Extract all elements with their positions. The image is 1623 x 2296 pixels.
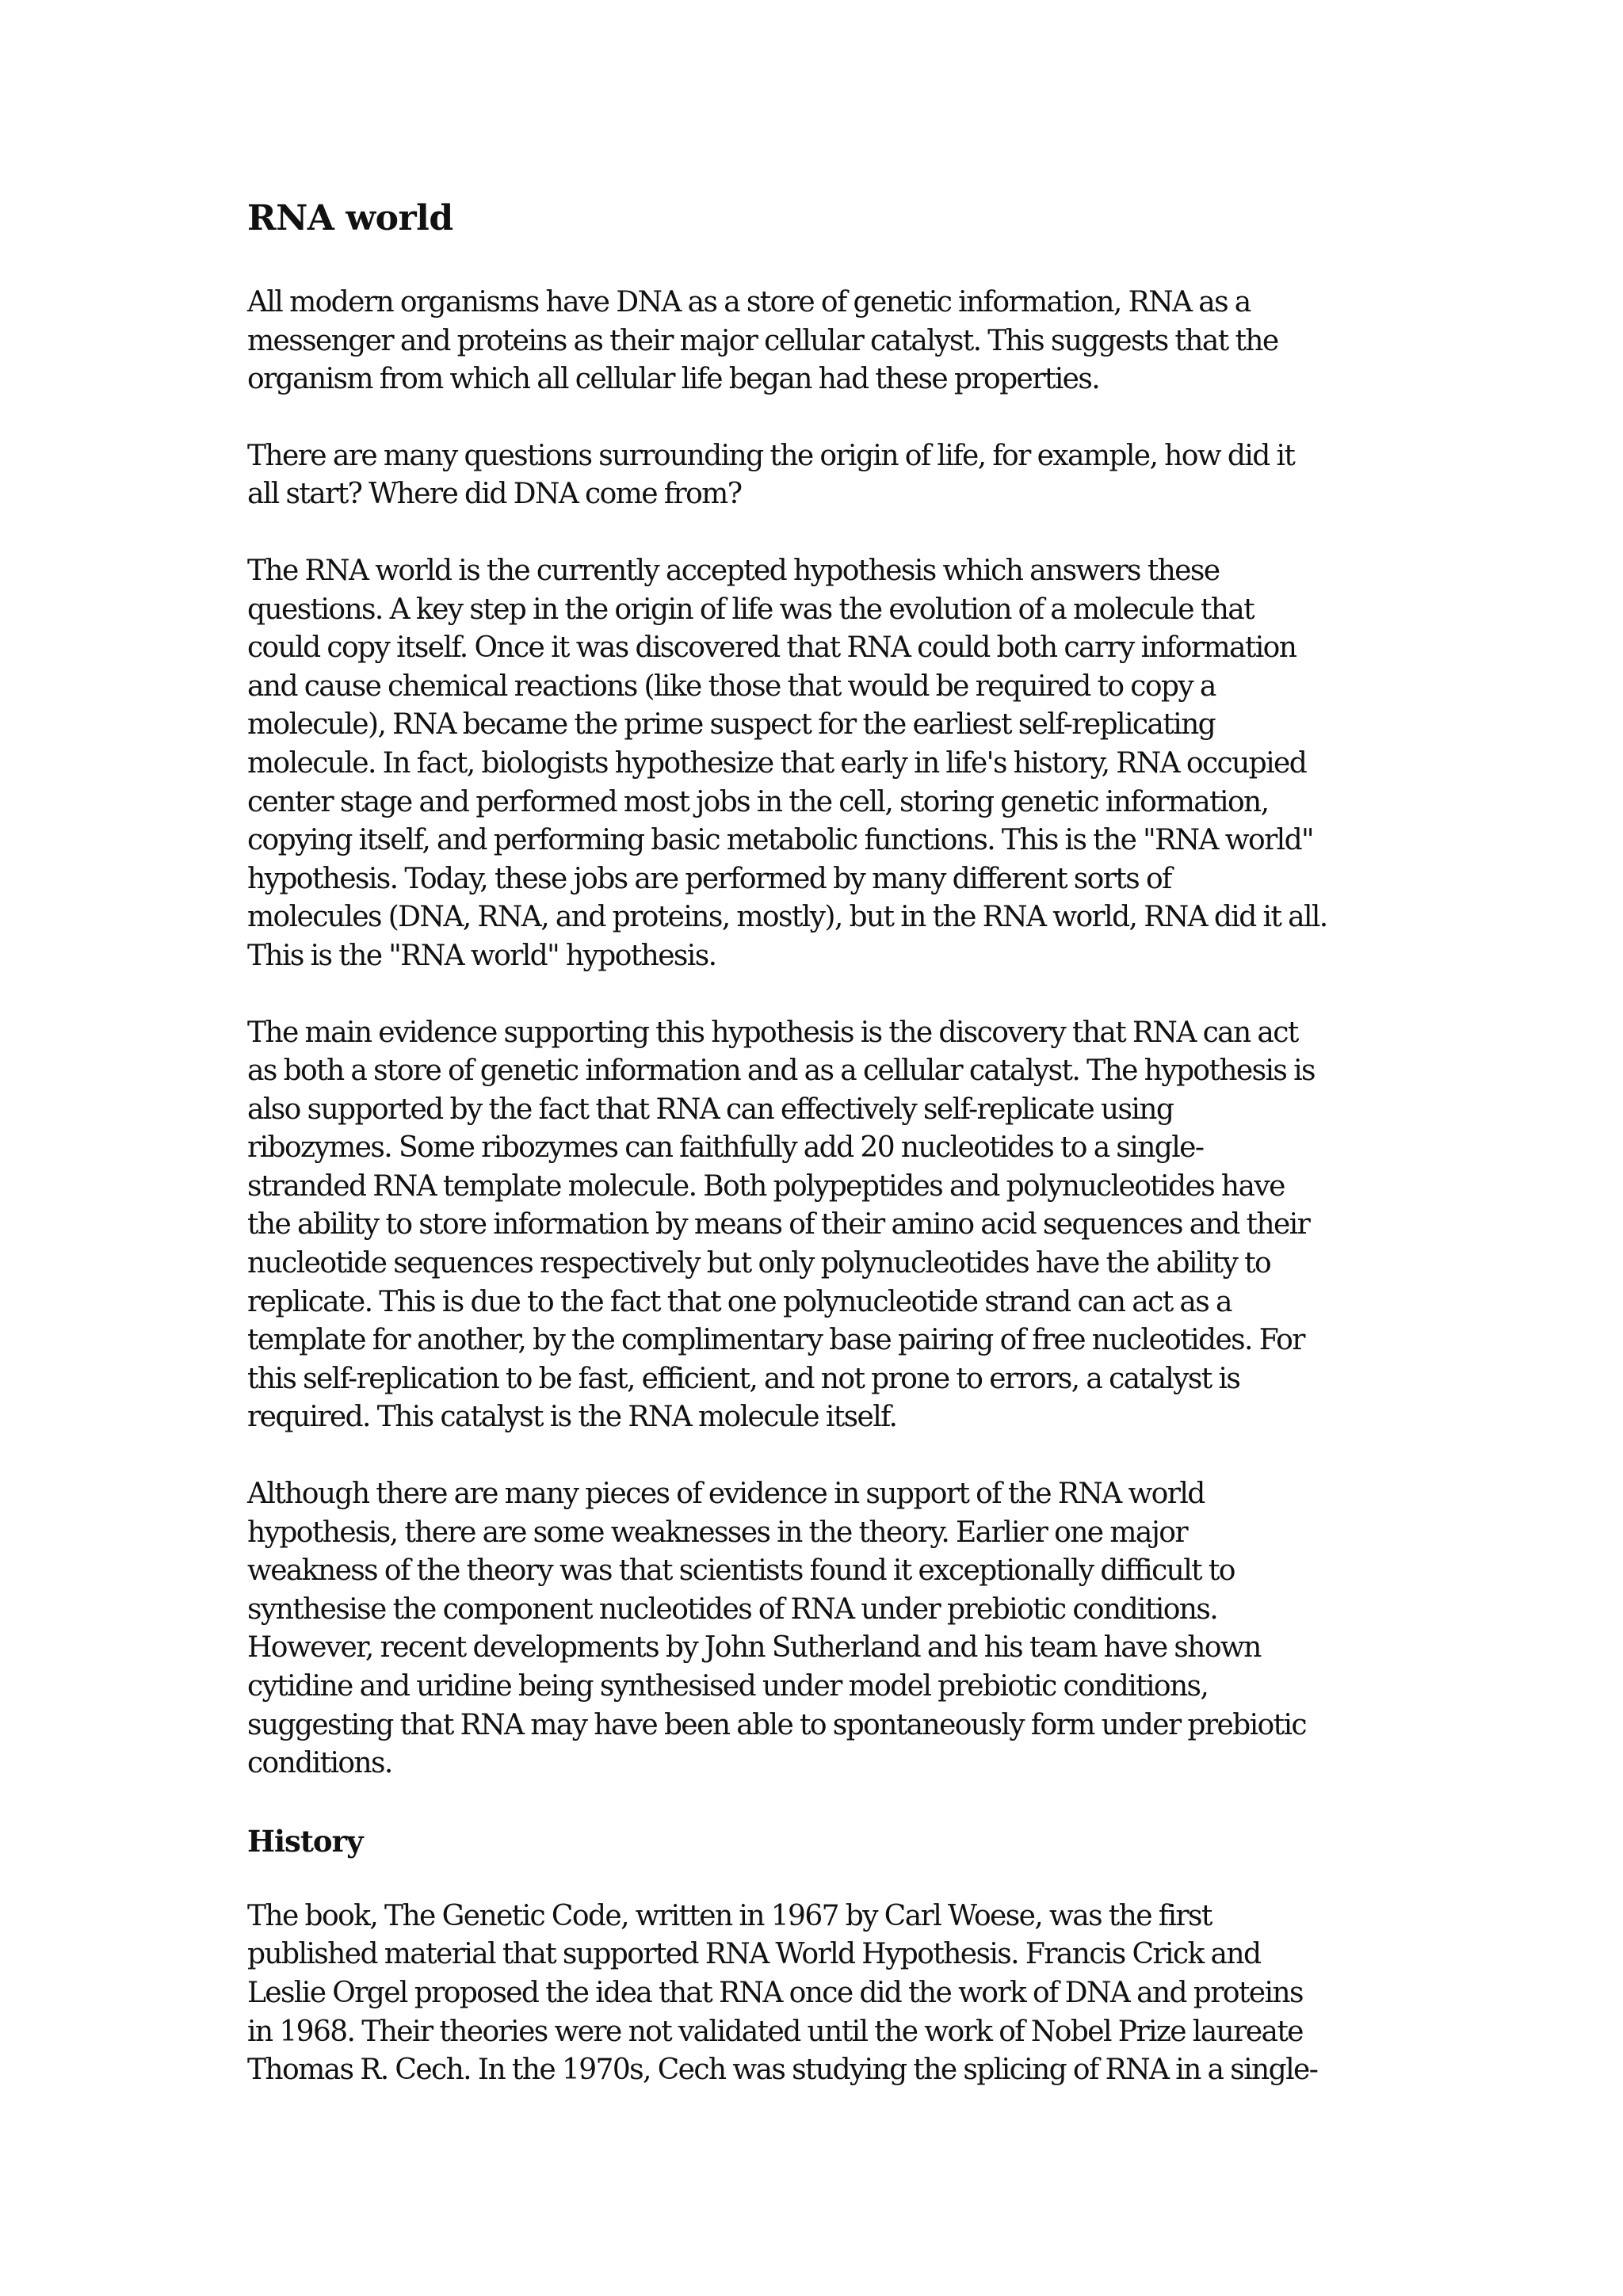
text-line: center stage and performed most jobs in the cell, storing genetic information, bbox=[247, 785, 1269, 818]
text-line: The RNA world is the currently accepted hypothesis which answers these bbox=[247, 554, 1220, 587]
text-line: stranded RNA template molecule. Both polypeptides and polynucleotides have bbox=[247, 1169, 1285, 1203]
text-line: hypothesis, there are some weaknesses in the theory. Earlier one major bbox=[247, 1516, 1187, 1549]
text-line: also supported by the fact that RNA can effectively self-replicate using bbox=[247, 1093, 1174, 1126]
document-title: RNA world bbox=[247, 198, 453, 238]
text-line: There are many questions surrounding the origin of life, for example, how did it bbox=[247, 439, 1295, 472]
text-line: suggesting that RNA may have been able to spontaneously form under prebiotic bbox=[247, 1708, 1306, 1741]
paragraph-history bbox=[247, 1897, 1388, 2090]
paragraph-questions bbox=[247, 437, 1388, 514]
paragraph-weaknesses bbox=[247, 1475, 1388, 1783]
text-line: Thomas R. Cech. In the 1970s, Cech was studying the splicing of RNA in a single- bbox=[247, 2054, 1318, 2087]
text-line: The book, The Genetic Code, written in 1967 by Carl Woese, was the first bbox=[247, 1899, 1212, 1932]
text-line: hypothesis. Today, these jobs are performed by many different sorts of bbox=[247, 862, 1171, 895]
text-line: However, recent developments by John Sutherland and his team have shown bbox=[247, 1631, 1261, 1665]
text-line: organism from which all cellular life began had these properties. bbox=[247, 363, 1100, 396]
text-line: required. This catalyst is the RNA molecule itself. bbox=[247, 1401, 897, 1434]
text-line: template for another, by the complimentary base pairing of free nucleotides. For bbox=[247, 1324, 1304, 1357]
text-line: molecule. In fact, biologists hypothesize that early in life's history, RNA occupied bbox=[247, 746, 1307, 780]
text-line: weakness of the theory was that scientists found it exceptionally difficult to bbox=[247, 1554, 1235, 1588]
text-line: molecule), RNA became the prime suspect for the earliest self-replicating bbox=[247, 708, 1216, 742]
text-line: all start? Where did DNA come from? bbox=[247, 478, 742, 511]
text-line: replicate. This is due to the fact that one polynucleotide strand can act as a bbox=[247, 1285, 1232, 1318]
text-line: the ability to store information by means of their amino acid sequences and their bbox=[247, 1208, 1310, 1241]
text-line: could copy itself. Once it was discovered that RNA could both carry information bbox=[247, 631, 1296, 665]
text-line: molecules (DNA, RNA, and proteins, mostly), but in the RNA world, RNA did it all. bbox=[247, 901, 1327, 934]
paragraph-intro bbox=[247, 284, 1388, 399]
text-line: and cause chemical reactions (like those that would be required to copy a bbox=[247, 669, 1216, 703]
document-page bbox=[247, 195, 1388, 2128]
text-line: cytidine and uridine being synthesised under model prebiotic conditions, bbox=[247, 1670, 1209, 1703]
text-line: this self-replication to be fast, efficient, and not prone to errors, a catalyst is bbox=[247, 1362, 1240, 1395]
text-line: conditions. bbox=[247, 1747, 392, 1780]
section-heading-history: History bbox=[247, 1823, 363, 1859]
text-line: in 1968. Their theories were not validated until the work of Nobel Prize laureate bbox=[247, 2015, 1303, 2048]
text-line: Although there are many pieces of evidence in support of the RNA world bbox=[247, 1478, 1205, 1511]
text-line: messenger and proteins as their major cellular catalyst. This suggests that the bbox=[247, 324, 1278, 357]
text-line: as both a store of genetic information and as a cellular catalyst. The hypothesis is bbox=[247, 1055, 1315, 1088]
paragraph-evidence bbox=[247, 1014, 1388, 1438]
text-line: nucleotide sequences respectively but only polynucleotides have the ability to bbox=[247, 1247, 1271, 1280]
text-line: ribozymes. Some ribozymes can faithfully add 20 nucleotides to a single- bbox=[247, 1131, 1204, 1165]
text-line: All modern organisms have DNA as a store of genetic information, RNA as a bbox=[247, 286, 1251, 318]
paragraph-hypothesis bbox=[247, 552, 1388, 976]
text-line: questions. A key step in the origin of life was the evolution of a molecule that bbox=[247, 593, 1254, 626]
text-line: synthesise the component nucleotides of RNA under prebiotic conditions. bbox=[247, 1592, 1218, 1626]
text-line: published material that supported RNA World Hypothesis. Francis Crick and bbox=[247, 1938, 1261, 1971]
text-line: Leslie Orgel proposed the idea that RNA once did the work of DNA and proteins bbox=[247, 1976, 1303, 2009]
text-line: copying itself, and performing basic metabolic functions. This is the "RNA world" bbox=[247, 824, 1313, 857]
text-line: The main evidence supporting this hypothesis is the discovery that RNA can act bbox=[247, 1016, 1298, 1049]
text-line: This is the "RNA world" hypothesis. bbox=[247, 939, 716, 972]
